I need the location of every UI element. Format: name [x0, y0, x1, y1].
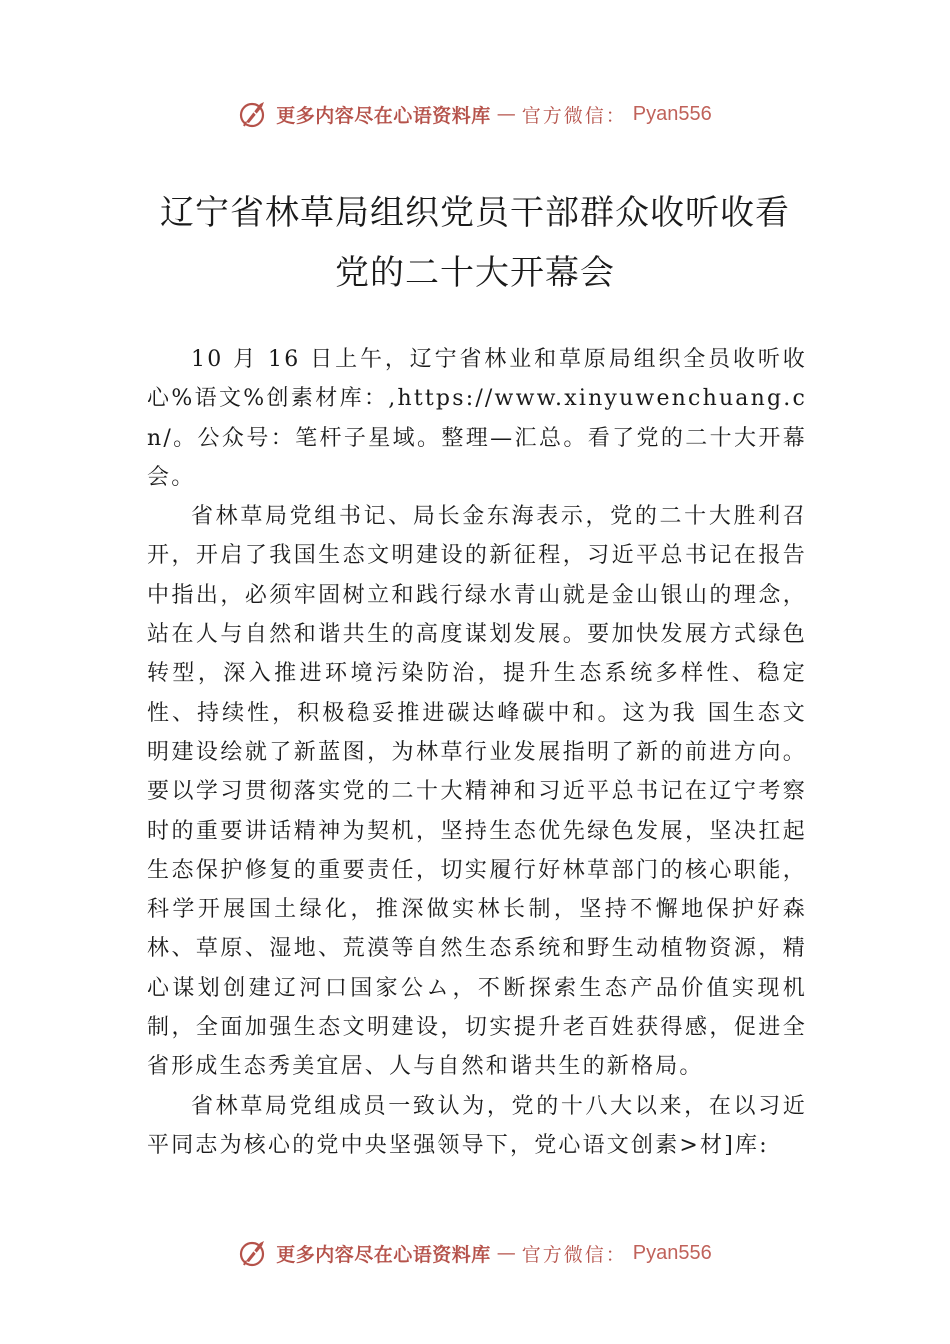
header-watermark-banner: [0, 94, 950, 134]
banner-account: Pyan556: [632, 1241, 712, 1264]
banner-wechat-label: 官方微信：: [521, 1243, 627, 1266]
footer-watermark-banner: [0, 1233, 950, 1273]
banner-wechat-label: 官方微信：: [521, 104, 627, 127]
banner-brand: 更多内容尽在心语资料库: [276, 1243, 491, 1266]
title-line-2: 党的二十大开幕会: [335, 253, 615, 293]
title-line-1: 辽宁省林草局组织党员干部群众收听收看: [160, 193, 790, 233]
banner-separator: —: [496, 1242, 516, 1264]
paragraph-1: 10 月 16 日上午，辽宁省林业和草原局组织全员收听收心%语文%创素材库：,https://www.xinyuwenchuang.cn/。公众号：笔杆子星域。整理—汇总。看了党的二十大开幕会。: [147, 347, 807, 490]
quill-seal-logo-icon: [238, 98, 270, 130]
document-body: [147, 340, 807, 1165]
banner-separator: —: [496, 103, 516, 125]
paragraph-2: 省林草局党组书记、局长金东海表示，党的二十大胜利召开，开启了我国生态文明建设的新征程，习近平总书记在报告中指出，必须牢固树立和践行绿水青山就是金山银山的理念，站在人与自然和谐共生的高度谋划发展。要加快发展方式绿色转型，深入推进环境污染防治，提升生态系统多样性、稳定性、持续性，积极稳妥推进碳达峰碳中和。这为我 国生态文明建设绘就了新蓝图，为林草行业发展指明了新的前进方向。要以学习贯彻落实党的二十大精神和习近平总书记在辽宁考察时的重要讲话精神为契机，坚持生态优先绿色发展，坚决扛起生态保护修复的重要责任，切实履行好林草部门的核心职能，科学开展国土绿化，推深做实林长制，坚持不懈地保护好森林、草原、湿地、荒漠等自然生态系统和野生动植物资源，精心谋划创建辽河口国家公ム，不断探索生态产品价值实现机制，全面加强生态文明建设，切实提升老百姓获得感，促进全省形成生态秀美宜居、人与自然和谐共生的新格局。: [147, 504, 807, 1080]
quill-seal-logo-icon: [238, 1237, 270, 1269]
document-title: [100, 183, 850, 303]
banner-account: Pyan556: [632, 102, 712, 125]
paragraph-3: 省林草局党组成员一致认为，党的十八大以来，在以习近平同志为核心的党中央坚强领导下，党心语文创素>材]库:: [147, 1093, 807, 1158]
banner-brand: 更多内容尽在心语资料库: [276, 104, 491, 127]
